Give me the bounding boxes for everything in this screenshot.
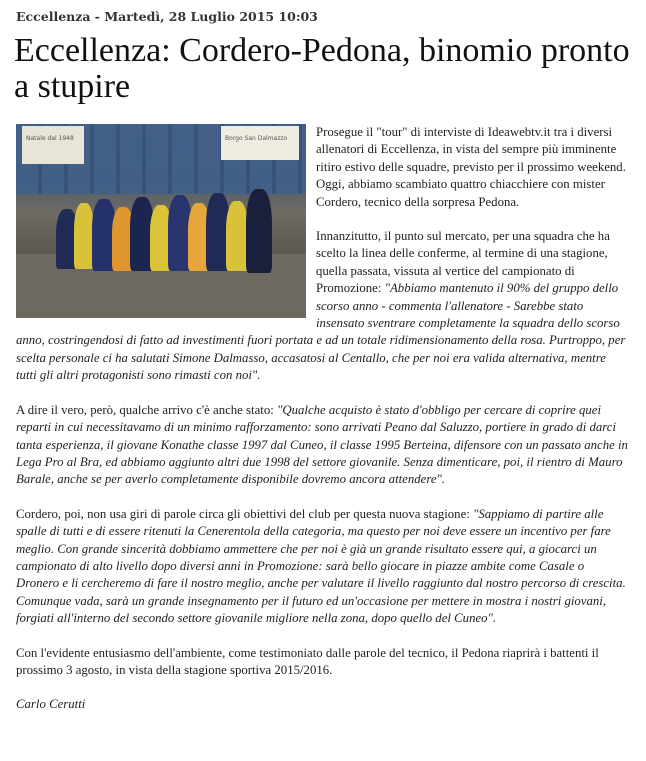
article-body (16, 124, 628, 731)
paragraph-3 (16, 402, 628, 489)
paragraph-5: Con l'evidente entusiasmo dell'ambiente, come testimoniato dalle parole del tecnico, il Pedona riaprirà i battenti il prossimo 3 agosto, in vista della stagione sportiva 2015/2016. (16, 645, 599, 677)
team-celebration-photo[interactable] (16, 124, 306, 318)
players-group (56, 179, 286, 279)
sponsor-sign-right: Borgo San Dalmazzo (221, 126, 299, 160)
paragraph-3-quote: "Qualche acquisto è stato d'obbligo per cercare di coprire quei reparti in cui necessitavamo di un minimo rafforzamento: sono arrivati Peano dal Saluzzo, portiere in grado di darci tanta esperienza, il giovane Konathe classe 1997 dal Cuneo, il classe 1995 Berteina, difensore con un passato anche in Lega Pro al Bra, ed abbiamo aggiunto altri due 1998 del settore giovanile. Senza dimenticare, poi, il rientro di Mauro Barale, anche se per averlo completamente disponibile dovremo ancora attendere". (16, 402, 628, 487)
article-title: Eccellenza: Cordero-Pedona, binomio pronto a stupire (14, 32, 630, 105)
author-signature: Carlo Cerutti (16, 697, 86, 712)
paragraph-4-intro: Cordero, poi, non usa giri di parole circa gli obiettivi del club per questa nuova stagione: (16, 506, 474, 521)
sponsor-sign-left: Natale dal 1948 (22, 126, 84, 164)
dateline: Eccellenza - Martedì, 28 Luglio 2015 10:03 (16, 9, 318, 24)
paragraph-4 (16, 506, 628, 628)
paragraph-2-intro: Innanzitutto, il punto sul mercato, per una squadra che ha scelto la linea delle conferme, al termine di una stagione, quella passata, vissuta al vertice del campionato di Promozione: (316, 229, 610, 296)
paragraph-2-quote: "Abbiamo mantenuto il 90% del gruppo dello scorso anno - commenta l'allenatore - Sarebbe stato insensato sventrare completamente la squadra dello scorso anno, costringendosi di fatto ad investimenti fuori portata e ad un totale ridimensionamento della rosa. Purtroppo, per scelta personale ci ha salutati Simone Dalmasso, accasatosi al Centallo, che per noi era valida alternativa, mentre tutti gli altri protagonisti sono rimasti con noi". (16, 281, 626, 383)
paragraph-1: Prosegue il "tour" di interviste di Ideawebtv.it tra i diversi allenatori di Eccellenza, in vista del sempre più imminente ritiro estivo delle squadre, previsto per il prossimo weekend. Oggi, abbiamo scambiato quattro chiacchiere con mister Cordero, tecnico della sorpresa Pedona. (316, 125, 626, 209)
paragraph-4-quote: "Sappiamo di partire alle spalle di tutti e di essere ritenuti la Cenerentola della categoria, ma questo per noi deve essere un incentivo per fare meglio. Con grande sincerità dobbiamo ammettere che per noi è già un grande risultato essere qui, a giocarci un campionato di alto livello dopo diversi anni in Promozione: sarà bello giocare in piazze ambite come Casale o Dronero e li cercheremo di fare il nostro meglio, anche per valutare il livello raggiunto dal nostro percorso di crescita. Comunque vada, sarà un grande insegnamento per il futuro ed un'occasione per mettere in mostra i nostri giovani, forgiati all'interno del secondo settore giovanile migliore nella zona, dopo quello del Cuneo". (16, 506, 626, 626)
paragraph-3-intro: A dire il vero, però, qualche arrivo c'è anche stato: (16, 402, 277, 417)
